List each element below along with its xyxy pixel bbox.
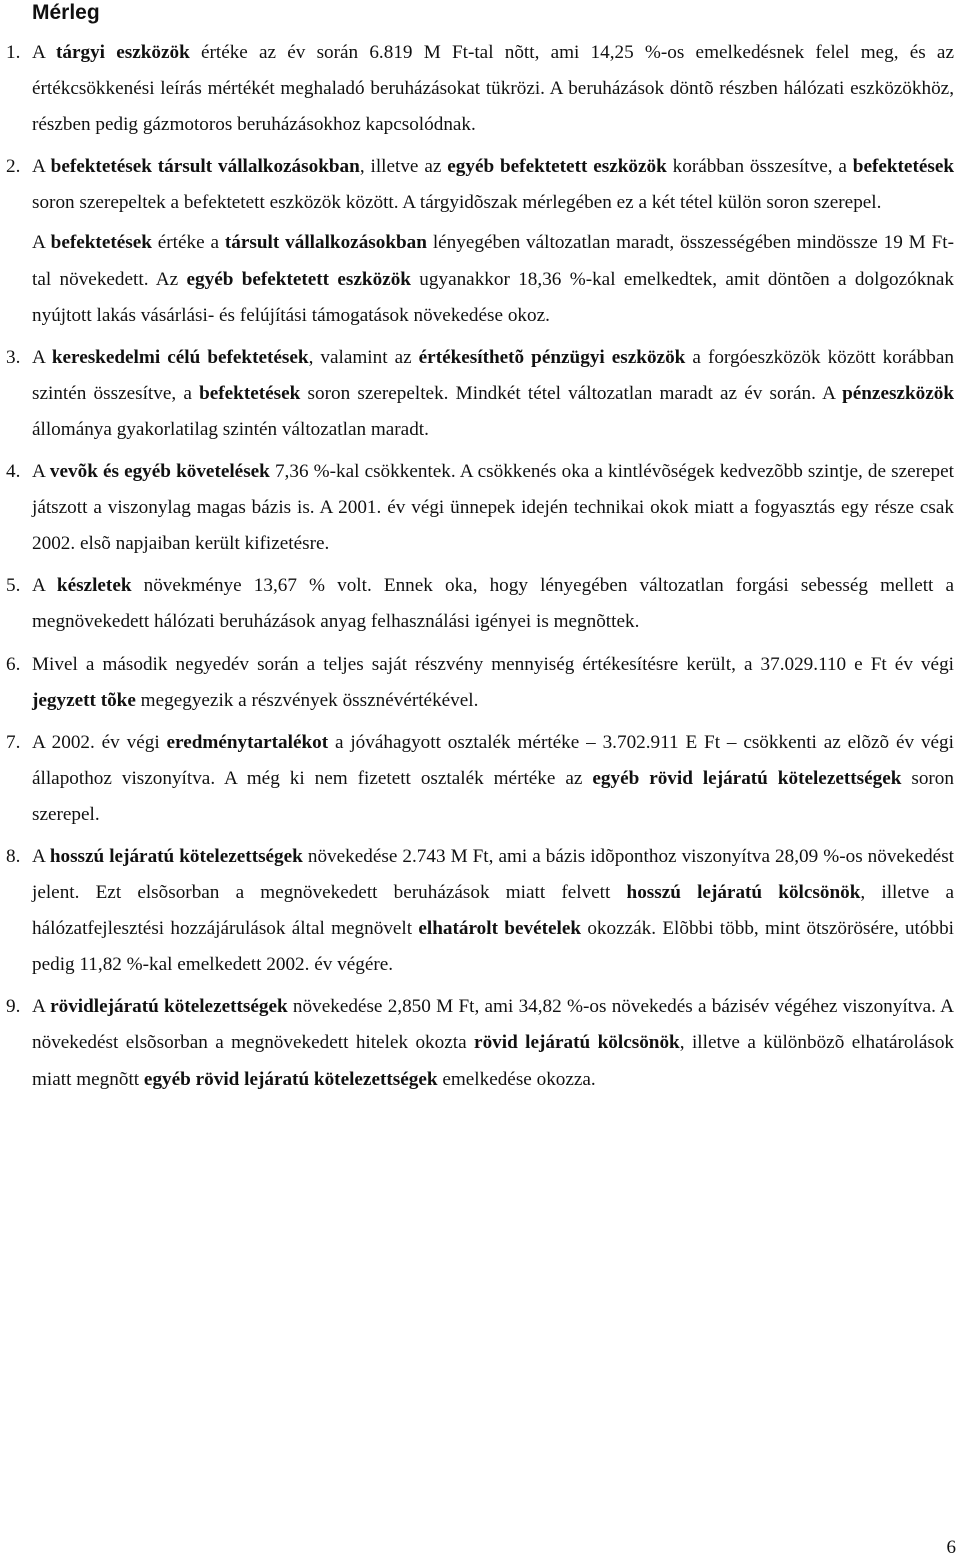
text-run: lényegében változatlan maradt, összességében mindössze 19 M Ft-tal növekedett. Az [32, 232, 954, 290]
list-item-paragraph [32, 225, 954, 333]
text-run: A [32, 232, 51, 254]
text-run: A [32, 346, 52, 368]
text-run: állománya gyakorlatilag szintén változatlan maradt. [32, 418, 429, 440]
bold-term: eredménytartalékot [166, 731, 329, 753]
text-run: , illetve a különbözõ elhatárolások miatt megnõtt [32, 1032, 955, 1090]
bold-term: befektetések társult vállalkozásokban [50, 156, 360, 178]
list-item [6, 149, 955, 221]
list-item [6, 839, 955, 983]
bold-term: hosszú lejáratú kötelezettségek [49, 845, 303, 867]
text-run: soron szerepeltek. Mindkét tétel változatlan maradt az év során. A [300, 382, 843, 404]
bold-term: vevõk és egyéb követelések [49, 461, 270, 483]
bold-term: jegyzett tõke [32, 689, 136, 711]
bold-term: egyéb befektetett eszközök [186, 268, 411, 290]
text-run: a jóváhagyott osztalék mértéke – 3.702.911 E Ft – csökkenti az elõzõ év végi állapothoz viszonyítva. A még ki nem fizetett osztalék mértéke az [32, 731, 954, 789]
text-run: ugyanakkor 18,36 %-kal emelkedtek, amit döntõen a dolgozóknak nyújtott lakás vásárlási- és felújítási támogatások növekedése okoz. [32, 268, 954, 326]
bold-term: elhatárolt bevételek [418, 918, 582, 940]
text-run: korábban összesítve, a [666, 156, 853, 178]
bold-term: tárgyi eszközök [56, 42, 190, 63]
text-run: A [32, 156, 51, 178]
text-run: emelkedése okozza. [437, 1068, 596, 1090]
bold-term: egyéb befektetett eszközök [447, 156, 667, 178]
list-item [6, 35, 954, 143]
item-spacer [32, 1098, 954, 1104]
list-item [6, 568, 954, 640]
bold-term: egyéb rövid lejáratú kötelezettségek [143, 1068, 438, 1090]
bold-term: pénzeszközök [842, 382, 954, 404]
text-run: A [32, 845, 50, 867]
bold-term: befektetések [199, 382, 301, 404]
list-item [6, 340, 954, 448]
text-run: A [32, 996, 51, 1018]
numbered-list [6, 35, 955, 1104]
item-number: 9. [6, 996, 21, 1018]
text-run: , valamint az [308, 346, 419, 368]
text-run: növekedése 2.743 M Ft, ami a bázis idõponthoz viszonyítva 28,09 %-os növekedést jelent. Ezt elsõsorban a megnövekedett beruházások miatt felvett [32, 845, 954, 904]
bold-term: kereskedelmi célú befektetések [51, 346, 309, 368]
text-run: A [32, 461, 50, 483]
page-title: Mérleg [32, 1, 100, 24]
item-number: 7. [6, 731, 21, 753]
text-run: 7,36 %-kal csökkentek. A csökkenés oka a kintlévõségek kedvezõbb szintje, de szerepet játszott a viszonylag magas bázis is. A 2001. év végi ünnepek idején technikai okok miatt a fogyasztás egy része csak 2002. elsõ napjaiban került kifizetésre. [32, 461, 954, 555]
bold-term: készletek [56, 575, 132, 597]
text-run: soron szerepeltek a befektetett eszközök között. A tárgyidõszak mérlegében ez a két tétel külön soron szerepel. [32, 192, 882, 214]
list-item [6, 647, 954, 719]
bold-term: társult vállalkozásokban [224, 232, 427, 254]
text-run: A [32, 42, 56, 63]
bold-term: befektetések [852, 156, 955, 178]
list-item [6, 454, 954, 562]
item-number: 8. [6, 845, 21, 867]
text-run: soron szerepel. [32, 767, 954, 825]
text-run: , illetve az [359, 156, 448, 178]
bold-term: rövid lejáratú kölcsönök [474, 1032, 680, 1054]
item-number: 3. [6, 346, 21, 368]
text-run: megegyezik a részvények össznévértékével. [135, 689, 479, 711]
text-run: növekedése 2,850 M Ft, ami 34,82 %-os növekedés a bázisév végéhez viszonyítva. A növekedést elsõsorban a megnövekedett hitelek okozta [32, 996, 954, 1054]
text-run: okozzák. Elõbbi több, mint ötszörösére, utóbbi pedig 11,82 %-kal emelkedett 2002. év végére. [32, 918, 954, 976]
text-run: értéke az év során 6.819 M Ft-tal nõtt, ami 14,25 %-os emelkedésnek felel meg, és az értékcsökkenési leírás mértékét meghaladó beruházásokat tükrözi. A beruházások döntõ részben hálózati eszközökhöz, részben pedig gázmotoros beruházásokhoz kapcsolódnak. [32, 42, 954, 136]
text-run: , illetve a hálózatfejlesztési hozzájárulások által megnövelt [32, 882, 955, 940]
text-run: a forgóeszközök között korábban szintén összesítve, a [32, 346, 954, 404]
bold-term: rövidlejáratú kötelezettségek [50, 996, 288, 1018]
page-number: 6 [946, 1537, 956, 1558]
text-run: Mivel a második negyedév során a teljes saját részvény mennyiség értékesítésre került, a 37.029.110 e Ft év végi [32, 653, 954, 675]
bold-term: hosszú lejáratú kölcsönök [626, 882, 861, 904]
text-run: A [32, 575, 57, 597]
item-number: 6. [6, 653, 21, 675]
bold-term: értékesíthetõ pénzügyi eszközök [418, 346, 686, 368]
text-run: növekménye 13,67 % volt. Ennek oka, hogy lényegében változatlan forgási sebesség mellett a megnövekedett hálózati beruházások anyag felhasználási igényei is megnõttek. [32, 575, 954, 633]
text-run: A 2002. év végi [32, 731, 167, 753]
list-item [6, 725, 954, 833]
item-number: 5. [6, 575, 21, 597]
list-item [6, 989, 955, 1097]
item-number: 2. [6, 156, 21, 178]
bold-term: befektetések [50, 232, 152, 254]
item-number: 1. [6, 42, 21, 63]
text-run: értéke a [151, 232, 225, 254]
item-number: 4. [6, 461, 21, 483]
bold-term: egyéb rövid lejáratú kötelezettségek [592, 767, 902, 789]
